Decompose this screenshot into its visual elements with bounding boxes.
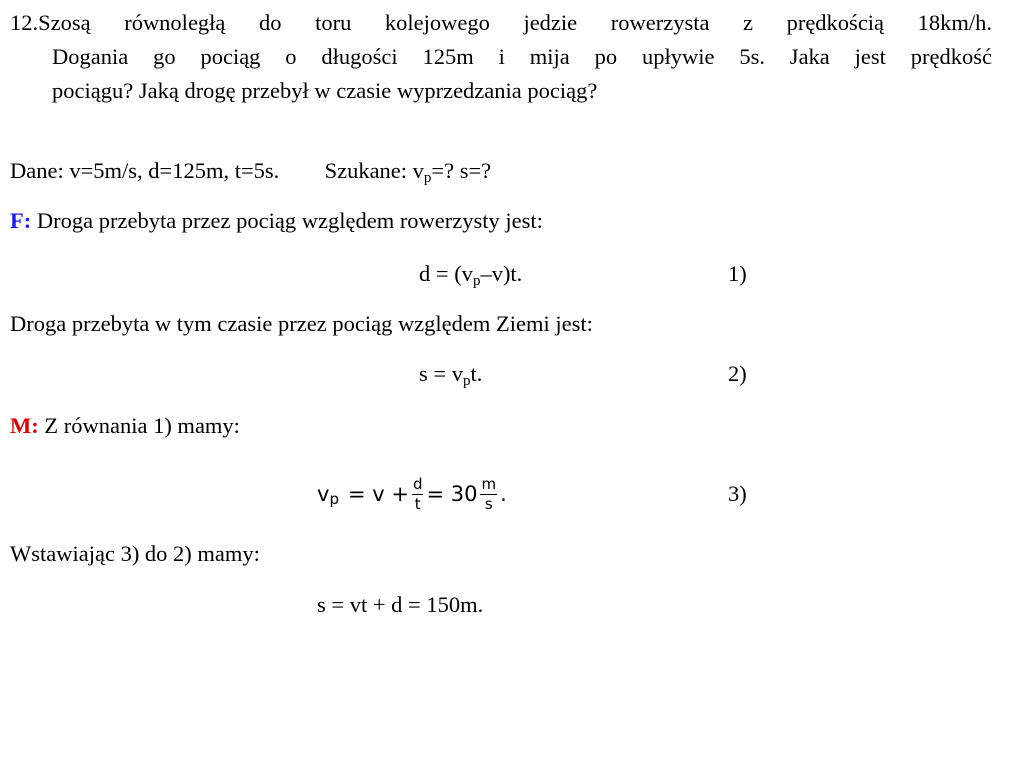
math-intro [10,409,240,443]
equation-3: v p = v + $\frac{d}{t}$ = 30 $\frac{m}{s}$ . [317,474,507,513]
equation-2-number: 2) [728,361,747,386]
problem-line-1: 12.Szosą równoległą do toru kolejowego jedzie rowerzysta z prędkością 18km/h. [10,10,992,35]
physics-intro [10,204,543,238]
given-dane: Dane: v=5m/s, d=125m, t=5s. [10,158,280,183]
given-szukane: Szukane: $v_p=$? s=? [324,158,492,186]
fraction-m-over-s: $\frac{m}{s}$ [481,474,497,513]
given-line [10,154,491,188]
physics-text: Droga przebyta przez pociąg względem rowerzysty jest: [31,208,543,233]
equation-2: $s = v_pt$. [419,361,483,389]
problem-statement [10,6,992,108]
equation-1: $d = (v_p-v)t$. [419,261,523,289]
equation-3-number: 3) [728,481,747,506]
substitute-text: Wstawiając 3) do 2) mamy: [10,541,260,566]
problem-line-3: pociągu? Jaką drogę przebył w czasie wyprzedzania pociąg? [52,78,598,103]
physics-label: F: [10,208,32,233]
math-label: M: [10,413,39,438]
problem-line-2: Dogania go pociąg o długości 125m i mija po upływie 5s. Jaka jest prędkość [52,44,992,69]
fraction-d-over-t: $\frac{d}{t}$ [412,474,423,513]
equation-4: s = vt + d = 150m. [317,592,484,617]
equation-1-number: 1) [728,261,747,286]
math-text: Z równania 1) mamy: [38,413,240,438]
ground-frame-text: Droga przebyta w tym czasie przez pociąg względem Ziemi jest: [10,311,593,336]
